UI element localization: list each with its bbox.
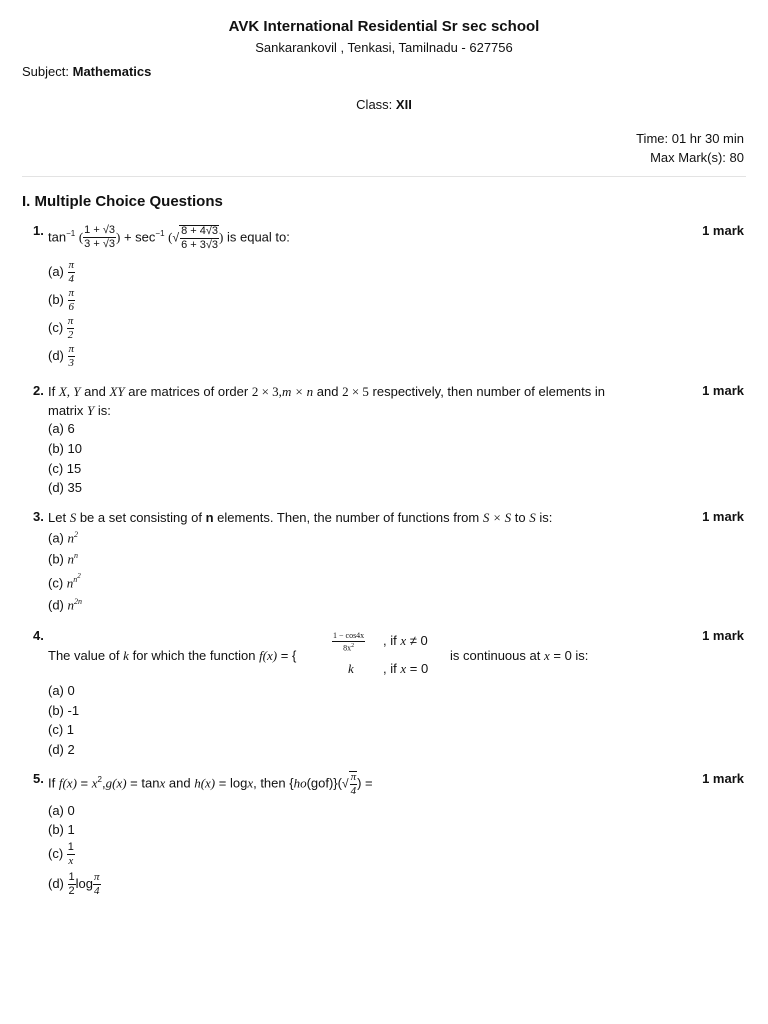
class-label: Class: (356, 97, 393, 112)
question-4-tail: is continuous at x = 0 is: (450, 648, 589, 663)
inverse-exp: −1 (155, 229, 165, 238)
option: (d) $\frac{1}{2}$ log $\frac{\pi}{4}$ (48, 871, 100, 897)
option: (d) $\frac{\pi}{3}$ (48, 343, 75, 369)
option: (d) $n^{2n}$ (48, 597, 83, 613)
class-value: XII (395, 97, 412, 112)
option: (c) 1 (48, 722, 75, 737)
sec-func: + sec (123, 229, 156, 245)
option: (b) $n^n$ (48, 551, 79, 567)
option: (b) 1 (48, 822, 75, 837)
question-4-text: The value of k for which the function f(x) = { (48, 648, 297, 663)
exam-time: Time: 01 hr 30 min (636, 131, 744, 146)
option: (a) 6 (48, 421, 75, 436)
question-5-text: If $f(x) = x^2,g(x) = \tan x$ and h(x) = logx, then {ho(gof)}(√ $\frac{\pi}{4}$ ) = (48, 770, 373, 797)
option: (d) 2 (48, 742, 75, 757)
subject-value: Mathematics (72, 64, 152, 79)
question-2-text-line2: matrix Y is: (48, 403, 111, 418)
option: (a) 0 (48, 683, 75, 698)
question-mark: 1 mark (702, 509, 744, 524)
fraction: $\frac{1 + √3}{3 + √3}$ (84, 224, 115, 251)
question-3-text: Let S be a set consisting of n elements. Then, the number of functions from S × S to S is: (48, 510, 553, 525)
section-title: I. Multiple Choice Questions (22, 193, 223, 210)
option: (c) $n^{n2}$ (48, 572, 81, 591)
option: (c) $\frac{\pi}{2}$ (48, 315, 74, 341)
question-number: 4. (33, 628, 44, 643)
tan-func: tan (48, 229, 67, 245)
max-marks: Max Mark(s): 80 (650, 150, 744, 165)
class-line (0, 97, 768, 112)
header-divider (22, 176, 746, 177)
option: (c) 15 (48, 461, 82, 476)
question-mark: 1 mark (702, 628, 744, 643)
piecewise-value-2: k (348, 661, 354, 676)
sqrt-icon: √ (172, 230, 180, 245)
fraction: $\frac{1 - \cos 4x}{8x^2}$ (333, 631, 365, 653)
question-2-text: If X, Y and XY are matrices of order 2 × 3,m × n and 2 × 5 respectively, then number of elements in (48, 384, 605, 399)
question-number: 1. (33, 223, 44, 238)
fraction: $\frac{8 + 4√3}{6 + 3√3}$ (181, 224, 219, 251)
option: (d) 35 (48, 480, 82, 495)
piecewise-condition-2: , if x = 0 (383, 661, 429, 676)
option: (b) $\frac{\pi}{6}$ (48, 287, 75, 313)
piecewise-case-1 (332, 632, 365, 653)
question-number: 5. (33, 771, 44, 786)
option: (c) $\frac{1}{x}$ (48, 841, 74, 867)
option: (a) $n^2$ (48, 530, 79, 546)
school-address: Sankarankovil , Tenkasi, Tamilnadu - 627756 (255, 40, 513, 55)
fraction: $\frac{\pi}{4}$ (350, 770, 357, 797)
option: (b) -1 (48, 703, 80, 718)
question-mark: 1 mark (702, 383, 744, 398)
school-name: AVK International Residential Sr sec school (228, 18, 540, 35)
subject-label: Subject: (22, 64, 69, 79)
question-mark: 1 mark (702, 771, 744, 786)
option: (b) 10 (48, 441, 82, 456)
question-1-text: $\tan^{-1}$ ( $\frac{1 + √3}{3 + √3}$ ) + $\sec^{-1}$ (√ $\frac{8 + 4√3}{6 + 3√3}$ ) is equal to: (48, 224, 290, 251)
inverse-exp: −1 (66, 229, 76, 238)
piecewise-condition-1: , if x ≠ 0 (383, 633, 428, 648)
sqrt-icon: √ (341, 776, 349, 791)
question-mark: 1 mark (702, 223, 744, 238)
question-number: 3. (33, 509, 44, 524)
question-number: 2. (33, 383, 44, 398)
option: (a) 0 (48, 803, 75, 818)
question-tail: is equal to: (226, 229, 290, 245)
option: (a) $\frac{\pi}{4}$ (48, 259, 75, 285)
subject-line (22, 64, 151, 79)
